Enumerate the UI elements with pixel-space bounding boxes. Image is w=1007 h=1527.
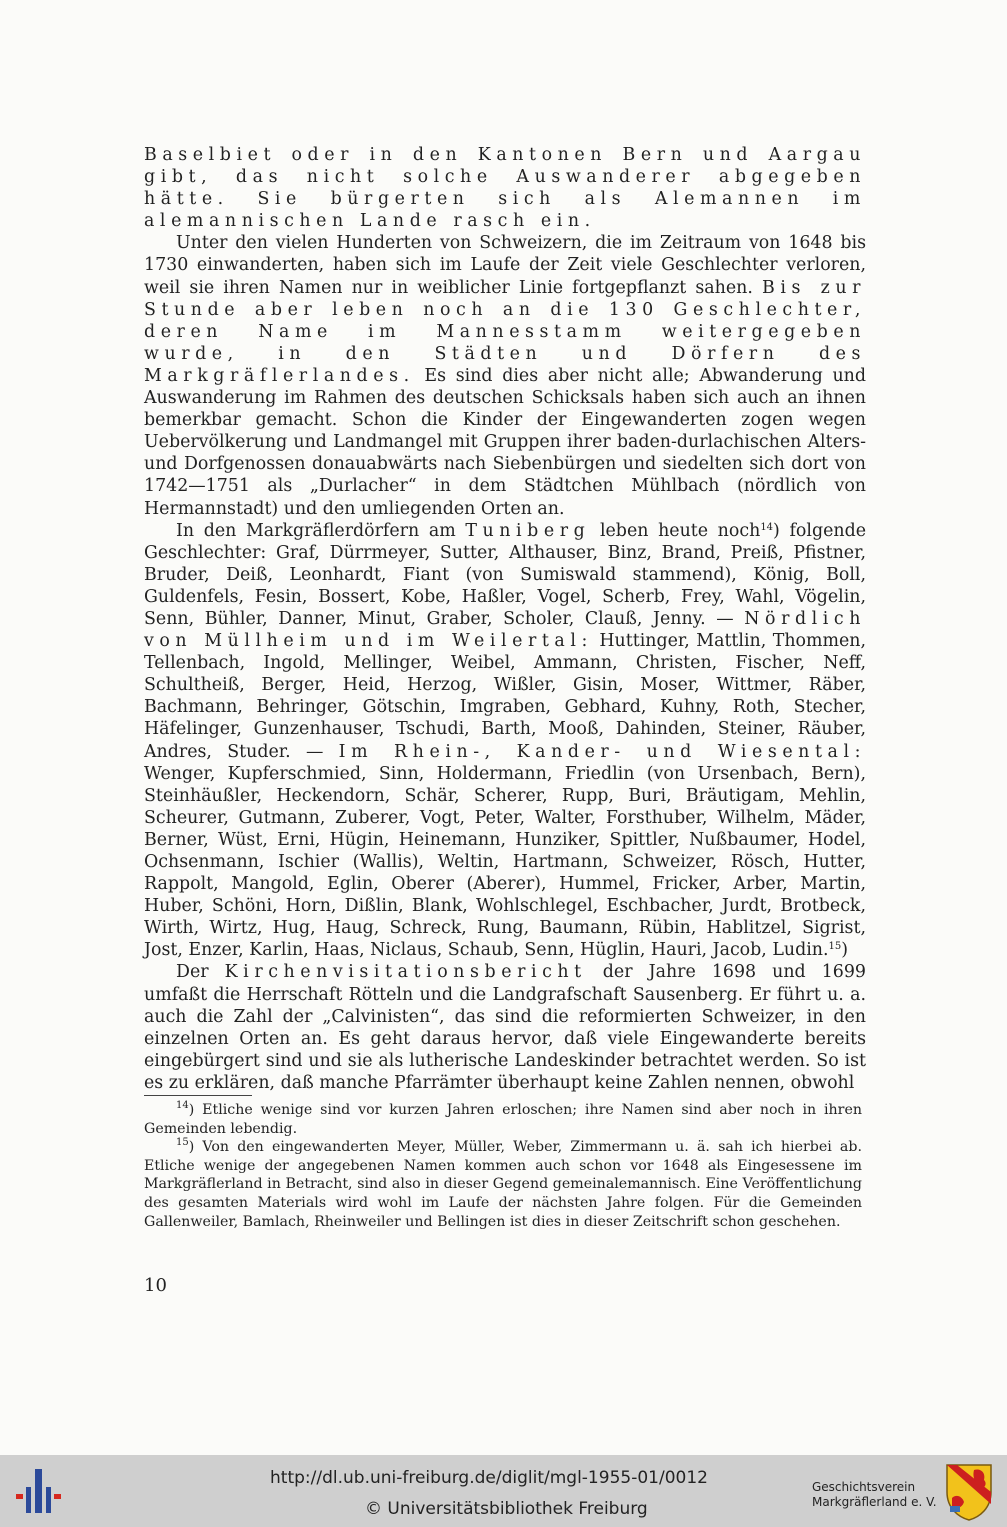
text-run: In den Markgräflerdörfern am [176,520,466,541]
text-run: Unter den vielen Hunderten von Schweizern, die im Zeitraum von 1648 bis 1730 einwanderten, haben sich im Laufe der Zeit viele Geschlechter verloren, weil sie ihren Namen nur in weiblicher Linie fortgepflanzt sahen. [144,233,866,298]
text-run: Es sind dies aber nicht alle; Abwanderung und Auswanderung im Rahmen des deutschen Schicksals haben sich auch an ihnen bemerkbar gemacht. Schon die Kinder der Eingewanderten zogen wegen Uebervölkerung und Landmangel mit Gruppen ihrer baden-durlachischen Alters- und Dorfgenossen donauabwärts nach Siebenbürgen und siedelten sich dort von 1742—1751 als „Durlacher“ in dem Städtchen Mühlbach (nördlich von Hermannstadt) und den umliegenden Orten an. [144,365,866,519]
text-run: Huttinger, Mattlin, Thommen, Tellenbach, Ingold, Mellinger, Weibel, Ammann, Christen, Fischer, Neff, Schultheiß, Berger, Heid, Herzog, Wißler, Gisin, Moser, Wittmer, Räber, Bachmann, Behringer, Götschin, Imgraben, Gebhard, Kuhny, Roth, Stecher, Häfelinger, Gunzenhauser, Tschudi, Barth, Mooß, Dahinden, Steiner, Räuber, Andres, Studer. — [144,631,866,762]
spaced-text: Kirchenvisitationsbericht [224,962,587,983]
footnote-divider [144,1095,252,1096]
text-run: ) [841,940,849,961]
footer-permalink[interactable]: http://dl.ub.uni-freiburg.de/diglit/mgl-1955-01/0012 [270,1468,708,1488]
paragraph [144,961,866,1094]
footnote-text: ) Von den eingewanderten Meyer, Müller, Weber, Zimmermann u. ä. sah ich hierbei ab. Etliche wenige der angegebenen Namen kommen auch schon vor 1648 als Eingesessene im Markgräflerland in Betracht, sind also in dieser Gegend gemeinalemannisch. Eine Veröffentlichung des gesamten Materials wird wohl im Laufe der nächsten Jahre folgen. Für die Gemeinden Gallenweiler, Bamlach, Rheinweiler und Bellingen ist dies in dieser Zeitschrift schon geschehen. [144,1139,862,1230]
footnote-reference: 14 [760,521,774,533]
spaced-text: Baselbiet oder in den Kantonen Bern und Aargau gibt, das nicht solche Auswanderer abgegeben hätte. Sie bürgerten sich als Alemannen im alemannischen Lande rasch ein. [144,145,866,232]
footnote-mark: 14 [176,1100,189,1111]
page-number: 10 [144,1275,167,1296]
footer-bar [0,1455,1007,1527]
text-run: Wenger, Kupferschmied, Sinn, Holdermann, Friedlin (von Ursenbach, Bern), Steinhäußler, Heckendorn, Schär, Scherer, Rupp, Buri, Bräutigam, Mehlin, Scheurer, Gutmann, Zuberer, Vogt, Peter, Walter, Forsthuber, Wilhelm, Mäder, Berner, Wüst, Erni, Hügin, Heinemann, Hunziker, Spittler, Nußbaumer, Hodel, Ochsenmann, Ischier (Wallis), Weltin, Hartmann, Schweizer, Rösch, Hutter, Rappolt, Mangold, Eglin, Oberer (Aberer), Hummel, Fricker, Arber, Martin, Huber, Schöni, Horn, Dißlin, Blank, Wohlschlegel, Eschbacher, Jurdt, Brotbeck, Wirth, Wirtz, Hug, Haug, Schreck, Rung, Baumann, Rübin, Hablitzel, Sigrist, Jost, Enzer, Karlin, Haas, Niclaus, Schaub, Senn, Hüglin, Hauri, Jacob, Ludin. [144,763,866,961]
paragraph [144,232,866,519]
spaced-text: Nördlich von Müllheim und im Weilertal: [144,608,866,652]
footnote [144,1101,862,1138]
footer-org-line1: Geschichtsverein [812,1480,916,1494]
ub-freiburg-logo-icon [14,1467,64,1515]
footnote-mark: 15 [176,1137,189,1149]
footnote-text: ) Etliche wenige sind vor kurzen Jahren erloschen; ihre Namen sind aber noch in ihren Gemeinden lebendig. [144,1102,862,1137]
paragraph [144,520,866,962]
footer-org-line2: Markgräflerland e. V. [812,1495,937,1509]
text-run: Der [176,962,225,983]
footnote [144,1138,862,1231]
text-run: leben heute noch [590,520,761,541]
footer-copyright: © Universitätsbibliothek Freiburg [365,1499,648,1519]
text-run: ) folgende Geschlechter: Graf, Dürrmeyer, Sutter, Althauser, Binz, Brand, Preiß, Pfistner, Bruder, Deiß, Leonhardt, Fiant (von Sumiswald stammend), König, Boll, Guldenfels, Fesin, Bossert, Kobe, Haßler, Vogel, Scherb, Frey, Wahl, Vögelin, Senn, Bühler, Danner, Minut, Graber, Scholer, Clauß, Jenny. — [144,520,866,629]
spaced-text: Im Rhein-, Kander- und Wiesental: [338,741,866,762]
body-text [144,144,866,1094]
coat-of-arms-icon [944,1462,994,1522]
footer-organization [812,1480,952,1510]
text-run: der Jahre 1698 und 1699 umfaßt die Herrschaft Rötteln und die Landgrafschaft Sausenberg. Er führt u. a. auch die Zahl der „Calvinisten“, das sind die reformierten Schweizer, in den einzelnen Orten an. Es geht daraus hervor, daß viele Eingewanderte bereits eingebürgert sind und sie als lutherische Landeskinder betrachtet werden. So ist es zu erklären, daß manche Pfarrämter überhaupt keine Zahlen nennen, obwohl [144,962,867,1093]
footnote-reference: 15 [828,941,842,953]
footnotes [144,1101,862,1231]
spaced-text: Bis zur Stunde aber leben noch an die 130 Geschlechter, deren Name im Mannesstamm weitergegeben wurde, in den Städten und Dörfern des Markgräflerlandes. [144,277,866,386]
paragraph [144,144,866,232]
spaced-text: Tuniberg [465,520,591,541]
